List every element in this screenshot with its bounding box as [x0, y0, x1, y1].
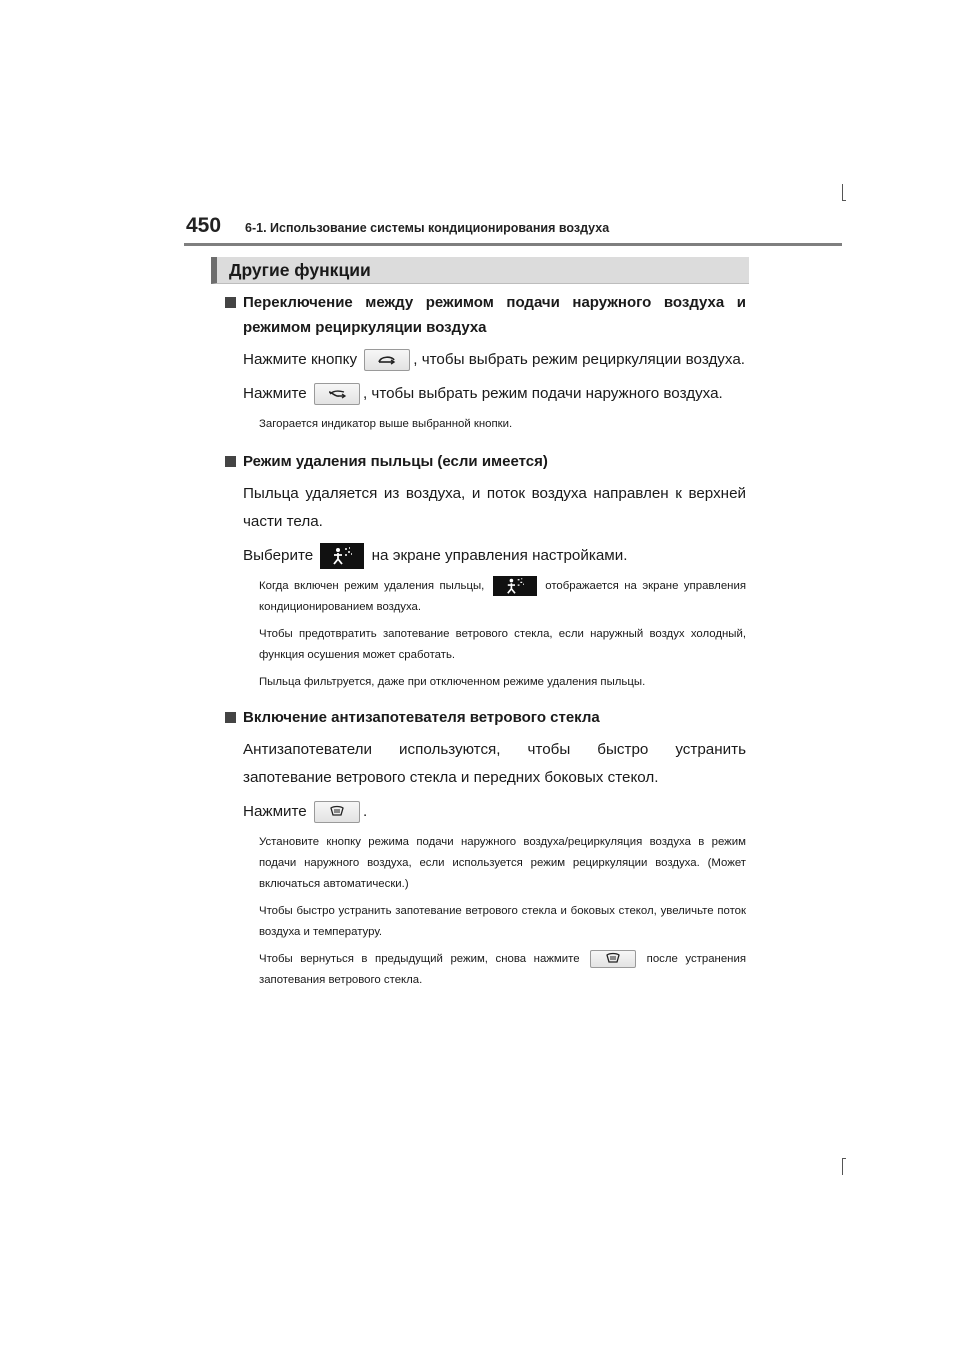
pollen-removal-icon — [320, 543, 364, 569]
text: на экране управления настройками. — [371, 547, 628, 564]
paragraph: Пыльца удаляется из воздуха, и поток воздуха направлен к верхней части тела. — [243, 485, 746, 530]
note: Чтобы быстро устранить запотевание ветрового стекла и боковых стекол, увеличьте поток воздуха и температуру. — [259, 905, 746, 939]
note: Чтобы предотвратить запотевание ветрового стекла, если наружный воздух холодный, функция осушения может сработать. — [259, 628, 746, 662]
text: Нажмите кнопку — [243, 351, 358, 368]
crop-mark-bottom-right — [842, 1158, 843, 1175]
text: Чтобы вернуться в предыдущий режим, снова нажмите — [259, 953, 580, 966]
crop-mark-top-right-foot — [842, 200, 846, 201]
crop-mark-bottom-right-foot — [842, 1158, 846, 1159]
windshield-defroster-icon — [314, 801, 360, 823]
text: , чтобы выбрать режим рециркуляции воздуха. — [413, 351, 745, 368]
item-heading-recirculation — [222, 290, 746, 340]
text: Нажмите — [243, 385, 307, 402]
section-title: Другие функции — [229, 260, 371, 280]
recirculation-icon — [364, 349, 410, 371]
text: Нажмите — [243, 803, 307, 821]
heading-text: Включение антизапотевателя ветрового стекла — [243, 709, 600, 727]
paragraph — [243, 380, 746, 408]
paragraph: Антизапотеватели используются, чтобы быстро устранить запотевание ветрового стекла и передних боковых стекол. — [243, 741, 746, 787]
pollen-removal-icon — [493, 576, 537, 596]
paragraph — [243, 798, 746, 826]
outside-air-icon — [314, 383, 360, 405]
running-head: 6-1. Использование системы кондиционирования воздуха — [245, 221, 610, 235]
bullet-square-icon — [225, 712, 236, 723]
text: Когда включен режим удаления пыльцы, — [259, 580, 485, 593]
note — [259, 949, 746, 991]
heading-text: Переключение между режимом подачи наружного воздуха и режимом рециркуляции воздуха — [243, 294, 746, 336]
paragraph — [243, 346, 746, 374]
page-number: 450 — [186, 214, 222, 237]
paragraph — [243, 542, 746, 570]
note: Пыльца фильтруется, даже при отключенном режиме удаления пыльцы. — [259, 676, 646, 689]
text: после устранения запотевания ветрового стекла. — [259, 953, 746, 987]
text: , чтобы выбрать режим подачи наружного воздуха. — [362, 385, 723, 402]
windshield-defroster-icon — [590, 950, 636, 968]
content — [222, 290, 746, 991]
note — [259, 576, 746, 618]
text: . — [362, 803, 368, 821]
crop-mark-top-right — [842, 184, 843, 201]
bullet-square-icon — [225, 456, 236, 467]
heading-text: Режим удаления пыльцы (если имеется) — [243, 453, 548, 470]
text: Выберите — [243, 547, 314, 564]
text: отображается на экране управления кондиционированием воздуха. — [259, 580, 746, 614]
item-heading-pollen — [222, 449, 746, 474]
note: Установите кнопку режима подачи наружного воздуха/рециркуляция воздуха в режим подачи наружного воздуха, если используется режим рециркуляции воздуха. (Может включаться автоматически.) — [259, 836, 746, 891]
bullet-square-icon — [225, 297, 236, 308]
section-header — [211, 257, 749, 284]
note: Загорается индикатор выше выбранной кнопки. — [259, 418, 513, 430]
header-rule — [184, 243, 842, 246]
item-heading-defroster — [222, 705, 746, 730]
